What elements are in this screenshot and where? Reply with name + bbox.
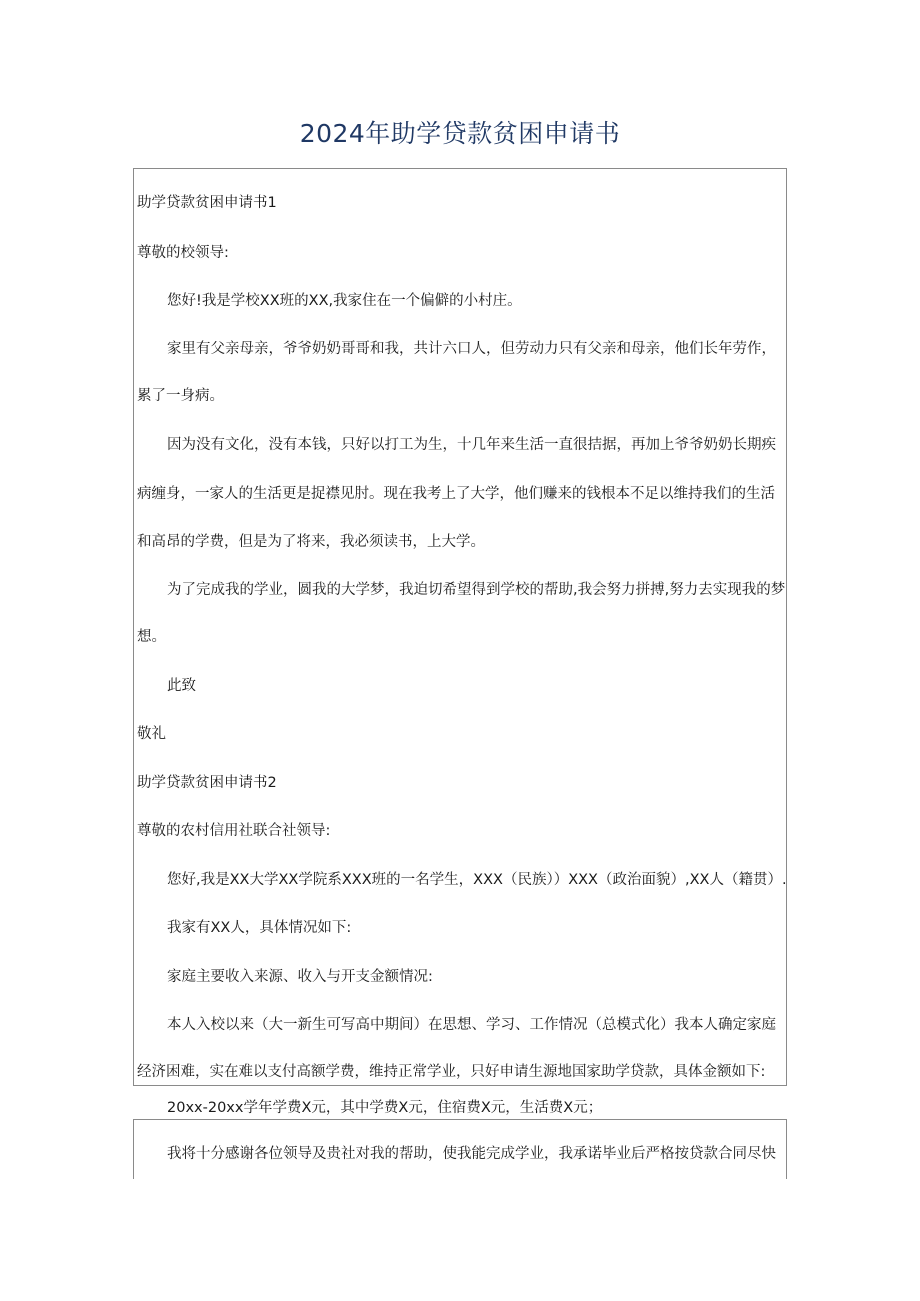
letter2-fees: 20xx-20xx学年学费X元，其中学费X元，住宿费X元，生活费X元； <box>167 1100 603 1116</box>
letter2-greeting: 您好,我是XX大学XX学院系XXX班的一名学生，XXX（民族））XXX（政治面貌）,XX人（籍贯）. <box>167 872 787 888</box>
letter1-salutation: 尊敬的校领导: <box>137 245 229 261</box>
letter1-paragraph2-line2: 病缠身，一家人的生活更是捉襟见肘。现在我考上了大学，他们赚来的钱根本不足以维持我们的生活 <box>137 486 775 502</box>
letter2-paragraph1-line1: 本人入校以来（大一新生可写高中期间）在思想、学习、工作情况（总模式化）我本人确定家庭 <box>167 1017 776 1033</box>
letter1-paragraph1-line1: 家里有父亲母亲，爷爷奶奶哥哥和我，共计六口人，但劳动力只有父亲和母亲，他们长年劳作， <box>167 341 776 357</box>
letter1-greeting: 您好!我是学校XX班的XX,我家住在一个偏僻的小村庄。 <box>167 293 522 309</box>
letter2-paragraph1-line2: 经济困难，实在难以支付高额学费，维持正常学业，只好申请生源地国家助学贷款，具体金额如下: <box>137 1064 766 1080</box>
letter1-paragraph3-line2: 想。 <box>137 629 166 645</box>
document-title: 2024年助学贷款贫困申请书 <box>299 119 621 148</box>
letter1-paragraph3-line1: 为了完成我的学业，圆我的大学梦，我迫切希望得到学校的帮助,我会努力拼搏,努力去实现我的梦 <box>167 582 786 598</box>
letter1-closing-cizhi: 此致 <box>167 678 196 694</box>
letter2-heading: 助学贷款贫困申请书2 <box>137 775 277 791</box>
letter2-income: 家庭主要收入来源、收入与开支金额情况: <box>167 969 433 985</box>
letter1-paragraph2-line1: 因为没有文化，没有本钱，只好以打工为生，十几年来生活一直很拮据，再加上爷爷奶奶长期疾 <box>167 437 776 453</box>
letter1-closing-jingli: 敬礼 <box>137 726 166 742</box>
letter2-family: 我家有XX人，具体情况如下: <box>167 920 352 936</box>
letter2-salutation: 尊敬的农村信用社联合社领导: <box>137 823 331 839</box>
letter1-paragraph2-line3: 和高昂的学费，但是为了将来，我必须读书，上大学。 <box>137 534 485 550</box>
letter1-heading: 助学贷款贫困申请书1 <box>137 195 277 211</box>
letter2-thanks-line1: 我将十分感谢各位领导及贵社对我的帮助，使我能完成学业，我承诺毕业后严格按贷款合同尽快 <box>167 1146 776 1162</box>
letter1-paragraph1-line2: 累了一身病。 <box>137 388 224 404</box>
